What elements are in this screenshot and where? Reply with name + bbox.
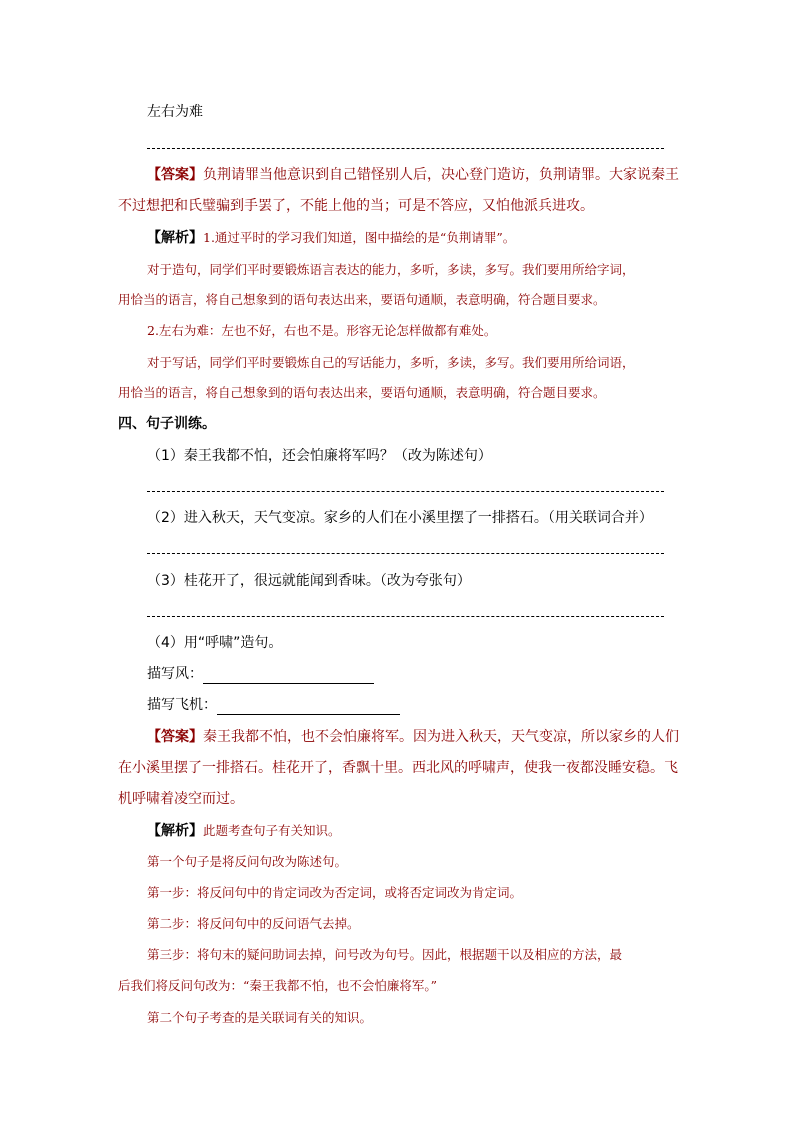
analysis-2-line-6: 后我们将反问句改为：“秦王我都不怕，也不会怕廉将军。” <box>118 978 438 993</box>
describe-wind-blank <box>203 667 374 684</box>
question-1: （1）秦王我都不怕，还会怕廉将军吗？（改为陈述句） <box>147 448 492 464</box>
answer-2-line-2: 在小溪里摆了一排搭石。桂花开了，香飘十里。西北风的呼啸声，使我一夜都没睡安稳。飞 <box>118 760 678 776</box>
answer-2-line-3: 机呼啸着凌空而过。 <box>118 791 244 807</box>
answer-1-line-2: 不过想把和氏璧骗到手罢了，不能上他的当；可是不答应，又怕他派兵进攻。 <box>118 198 594 214</box>
answer-tag: 【答案】 <box>147 167 203 183</box>
question-3-blank <box>147 616 664 617</box>
analysis-2-line-4: 第二步：将反问句中的反问语气去掉。 <box>147 916 360 931</box>
analysis-1-line-6: 用恰当的语言，将自己想象到的语句表达出来，要语句通顺，表意明确，符合题目要求。 <box>118 385 606 400</box>
describe-plane-label: 描写飞机： <box>147 697 217 713</box>
analysis-1-line-4: 2.左右为难：左也不好，右也不是。形容无论怎样做都有难处。 <box>147 323 497 338</box>
describe-plane-blank <box>217 698 400 715</box>
answer-1-line-1: 【答案】负荆请罪当他意识到自己错怪别人后，决心登门造访，负荆请罪。大家说秦王 <box>147 167 679 183</box>
answer-tag: 【答案】 <box>147 729 203 745</box>
describe-wind-label: 描写风： <box>147 666 203 682</box>
analysis-tag: 【解析】 <box>147 823 203 839</box>
question-4: （4）用“呼啸”造句。 <box>147 635 283 651</box>
analysis-2-line-2: 第一个句子是将反问句改为陈述句。 <box>147 854 348 869</box>
analysis-1-line-3: 用恰当的语言，将自己想象到的语句表达出来，要语句通顺，表意明确，符合题目要求。 <box>118 292 606 307</box>
answer-2-line-1: 【答案】秦王我都不怕，也不会怕廉将军。因为进入秋天，天气变凉，所以家乡的人们 <box>147 729 679 745</box>
describe-wind-row <box>147 664 374 684</box>
question-2: （2）进入秋天，天气变凉。家乡的人们在小溪里摆了一排搭石。（用关联词合并） <box>147 510 653 526</box>
question-2-blank <box>147 553 664 554</box>
question-1-blank <box>147 491 664 492</box>
analysis-2-line-5: 第三步：将句末的疑问助词去掉，问号改为句号。因此，根据题干以及相应的方法，最 <box>147 947 623 962</box>
describe-plane-row <box>147 695 400 715</box>
analysis-tag: 【解析】 <box>147 230 203 246</box>
answer-word-label: 左右为难 <box>147 104 203 120</box>
section-4-title: 四、句子训练。 <box>118 416 216 432</box>
question-3: （3）桂花开了，很远就能闻到香味。（改为夸张句） <box>147 573 471 589</box>
analysis-1-line-5: 对于写话，同学们平时要锻炼自己的写话能力，多听，多读，多写。我们要用所给词语， <box>147 355 635 370</box>
analysis-2-line-1: 【解析】此题考查句子有关知识。 <box>147 823 341 839</box>
analysis-2-line-3: 第一步：将反问句中的肯定词改为否定词，或将否定词改为肯定词。 <box>147 885 523 900</box>
analysis-2-line-7: 第二个句子考查的是关联词有关的知识。 <box>147 1010 373 1025</box>
analysis-1-line-1: 【解析】1.通过平时的学习我们知道，图中描绘的是“负荆请罪”。 <box>147 230 516 246</box>
analysis-1-line-2: 对于造句，同学们平时要锻炼语言表达的能力，多听，多读，多写。我们要用所给字词， <box>147 262 635 277</box>
answer-blank-line <box>147 148 664 149</box>
